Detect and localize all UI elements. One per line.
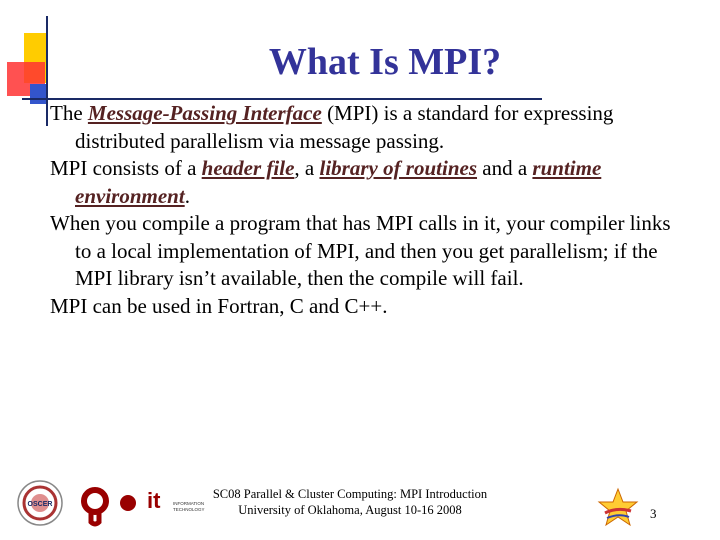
slide-title: What Is MPI? xyxy=(268,41,502,83)
paragraph-2 xyxy=(50,155,690,210)
sc08-star-logo xyxy=(597,487,639,527)
term-message-passing-interface: Message-Passing Interface xyxy=(87,101,322,125)
footer-text xyxy=(170,486,530,518)
text-run: The xyxy=(50,101,88,125)
it-logo-text-1: INFORMATION xyxy=(173,501,205,506)
slide-body xyxy=(50,100,690,320)
term-library-of-routines: library of routines xyxy=(319,156,478,180)
text-run: (MPI) is a standard for expressing distributed parallelism via message passing. xyxy=(75,101,614,153)
term-runtime-environment: runtime environment xyxy=(75,156,602,208)
it-logo-text-2: TECHNOLOGY xyxy=(173,507,205,512)
svg-text:it: it xyxy=(147,488,161,513)
oscer-logo-text: OSCER xyxy=(27,501,53,508)
page-number: 3 xyxy=(650,506,657,521)
footer-line-1: SC08 Parallel & Cluster Computing: MPI Introduction xyxy=(212,487,488,501)
oscer-logo xyxy=(18,481,62,525)
text-run: and a xyxy=(477,156,533,180)
term-header-file: header file xyxy=(201,156,295,180)
footer-line-2: University of Oklahoma, August 10-16 2008 xyxy=(238,503,462,517)
paragraph-1 xyxy=(50,100,690,155)
text-run: MPI consists of a xyxy=(50,156,202,180)
text-run: . xyxy=(184,183,190,208)
text-run: , a xyxy=(294,156,320,180)
ou-logo xyxy=(84,490,106,524)
paragraph-3: When you compile a program that has MPI calls in it, your compiler links to a local implementation of MPI, and then you get parallelism; if the MPI library isn’t available, then the compile will fail. xyxy=(50,211,671,290)
paragraph-4: MPI can be used in Fortran, C and C++. xyxy=(50,293,388,318)
decor-vertical-line xyxy=(46,16,48,126)
